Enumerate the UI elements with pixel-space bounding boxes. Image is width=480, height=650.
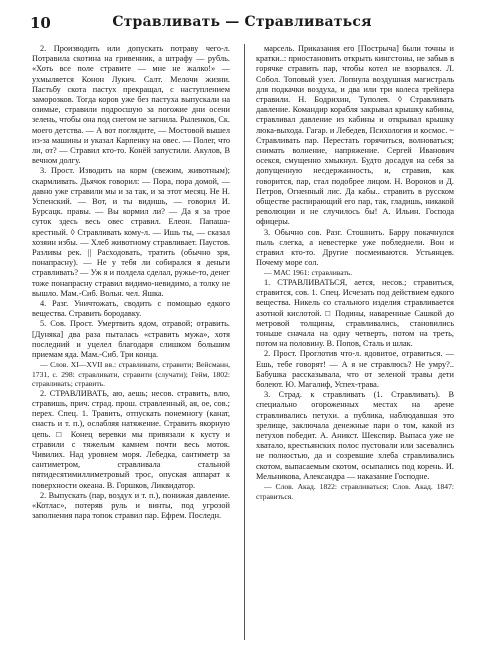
entry-paragraph: 2. СТРАВЛИВАТЬ, аю, аешь; несов. стравить, влю, стравишь, прич. страд. прош. стравленный, ая, ое, сов.; перех. Спец. 1. Травить, отпускать понемногу (канат, снасть и т. п.), ослабляя натяжение. Стравить якорную цепь. □ Конец веревки мы привязали к кусту и стравили с тяжелым камнем почти весь моток. Чивилих. Над уровнем моря. Лебедка, сантиметр за сантиметром, стравливала стальной пятидесятимиллиметровый трос, опуская аппарат к поверхности океана. В. Горшков, Ликвидатор. — [32, 388, 230, 490]
entry-paragraph: 2. Производить или допускать потраву чего-л. Потравила скотина на гривенник, а штрафу — рубль. «Хоть все поле стравите — мне не жалко!» — ухмыляется Конон Лукич. Салт. Мелочи жизни. Пастьбу скота пастух прекращал, с наступлением заморозков. Тогда коров уже без пастуха выпускали на озимые, стравили подросшую за погожие дни осени зелень, чтобы она под снегом не загнила. Рыленков, Ск. моего детства. — А вот поглядите, — Мостовой вышел из-за машины и указал Карпенку на овес. — Полег, что ли, от? — Стравил кто-то. Конёй запустили. Акулов, В вечном долгу. — [32, 44, 230, 166]
etymology-note: — Слов. Акад. 1822: стравливаться; Слов. Акад. 1847: стравиться. — [256, 482, 454, 501]
entry-paragraph: 1. СТРАВЛИВАТЬСЯ, ается, несов.; стравиться, стравится, сов. 1. Спец. Исчезать под действием едкого вещества. Никель со стального изделия стравливается азотной кислотой. □ Подины, наваренные Сашкой до метровой толщины, стравливались, становились тоньше сначала на одну четверть, потом на треть, потом на половину. В. Попов, Сталь и шлак. — [256, 277, 454, 349]
running-head: Стравливать — Стравливаться — [112, 14, 372, 30]
entry-paragraph: марсель. Приказания его [Пострыча] были точны и кратки..: приостановить открыть кингстоны, не забыв в горячке стравить пар, чтобы котел не взорвался. Л. Собол. Топовый узел. Лопнула воздушная магистраль для подкачки воздуха, и два или три колеса трейлера стравили. Н. Бодрихин, Туполев. ◊ Стравливать давление. Командир корабля закрывал крышку кабины, стравливал давление из кабины и открывал крышку люка-выхода. Гагар. и Лебедев, Психология и космос. ~ Стравливать пар. Перестать горячиться, волноваться; снимать волнение, напряжение. Сергей Иванович осекся, смущенно хмыкнул. Будто досадуя на себя за допущенную несдержанность, и, стравив, как говорится, пар, стал подобрее лицом. Н. Воронов и Д. Петров, Огненный лис. Да кабы.. стравить в русском обществе распирающий его пар, так, гладишь, никакой революции и не случилось бы! А. Ильин. Господа офицеры. — [256, 44, 454, 227]
entry-paragraph: 3. Прост. Изводить на корм (свежим, животным); скармливать. Дьячок говорил: — Пора, пора домой, — давно уже стравили мы и за так, и за этот месяц. Не Н. Успенский. — Вот, и ты видишь, — говорил И. Бурсацк. правы. — Вы кормил ли? — Да я за трое суток здесь весь овес стравил. Елеон. Папаша-крестный. ◊ Стравливать кому-л. — Ишь ты, — сказал хозяин избы. — Хлеб животному стравливает. Паустов. Разливы рек. || Расходовать, тратить (обычно зря, понапрасну). — Не у тебя ли собирался я деньги стравливать? — Уж я и полдела сделал, ружье-то, денег тоже понапрасну стравил видимо-невидимо, а толку не вышло. Мам.-Сиб. Вольн. чел. Яшка. — [32, 166, 230, 298]
page-header — [30, 14, 454, 36]
entry-paragraph: 4. Разг. Уничтожать, сводить с помощью едкого вещества. Стравить бородавку. — [32, 299, 230, 319]
entry-paragraph: 2. Выпускать (пар, воздух и т. п.), понижая давление. «Котлас», потеряв руль и винты, под угрозой заполнения пара топок стравил пар. Ефрем. Последн. — [32, 490, 230, 521]
etymology-note: — Слов. XI—XVII вв.: стравливати, стравити; Вейсманн, 1731, с. 298: стравливати, стравити (случати); Гейм, 1802: стравливать; стравить. — [32, 360, 230, 389]
entry-paragraph: 3. Обычно сов. Разг. Стошнить. Барру покачнулся пыль слегка, а невестерке уже побледнели. Вон и стравил кто-то. Другие посмеиваются. Устьянцев. Почему море сол. — [256, 227, 454, 268]
etymology-note: — МАС 1961: стравливать. — [264, 268, 353, 278]
page-number: 10 — [30, 14, 51, 32]
entry-paragraph: 3. Страд. к стравливать (1. Стравливать). В специально огороженных местах на арене стравливались петухи. а публика, наблюдавшая это зрелище, заключала денежные пари о том, какой из петухов победит. А. Аникст. Шекспир. Выпаса уже не хватало, крестьянских полос пустовали или засевались не полностью, да и созревшие хлеба стравливались скотом, выпасаемым скотом, осыпались под корень. И. Мельникова, Александра — наказание Господне. — [256, 390, 454, 481]
entry-paragraph: 5. Сов. Прост. Умертвить ядом, отравой; отравить. [Дуняка] два раза пыталась «стравить мужа», хотя последний и уцелел благодаря слишком большим приемам яда. Мам.-Сиб. Три конца. — [32, 319, 230, 360]
entry-paragraph: 2. Прост. Проглотив что-л. ядовитое, отравиться. — Ешь, тебе говорят! — А я не стравлюсь? Не умру?.. Бабушка рассказывала, что от зеленой травы дети болеют. Ю. Магалиф, Успех-трава. — [256, 349, 454, 389]
left-column — [32, 44, 230, 644]
right-column — [256, 44, 454, 644]
column-divider — [244, 44, 245, 640]
